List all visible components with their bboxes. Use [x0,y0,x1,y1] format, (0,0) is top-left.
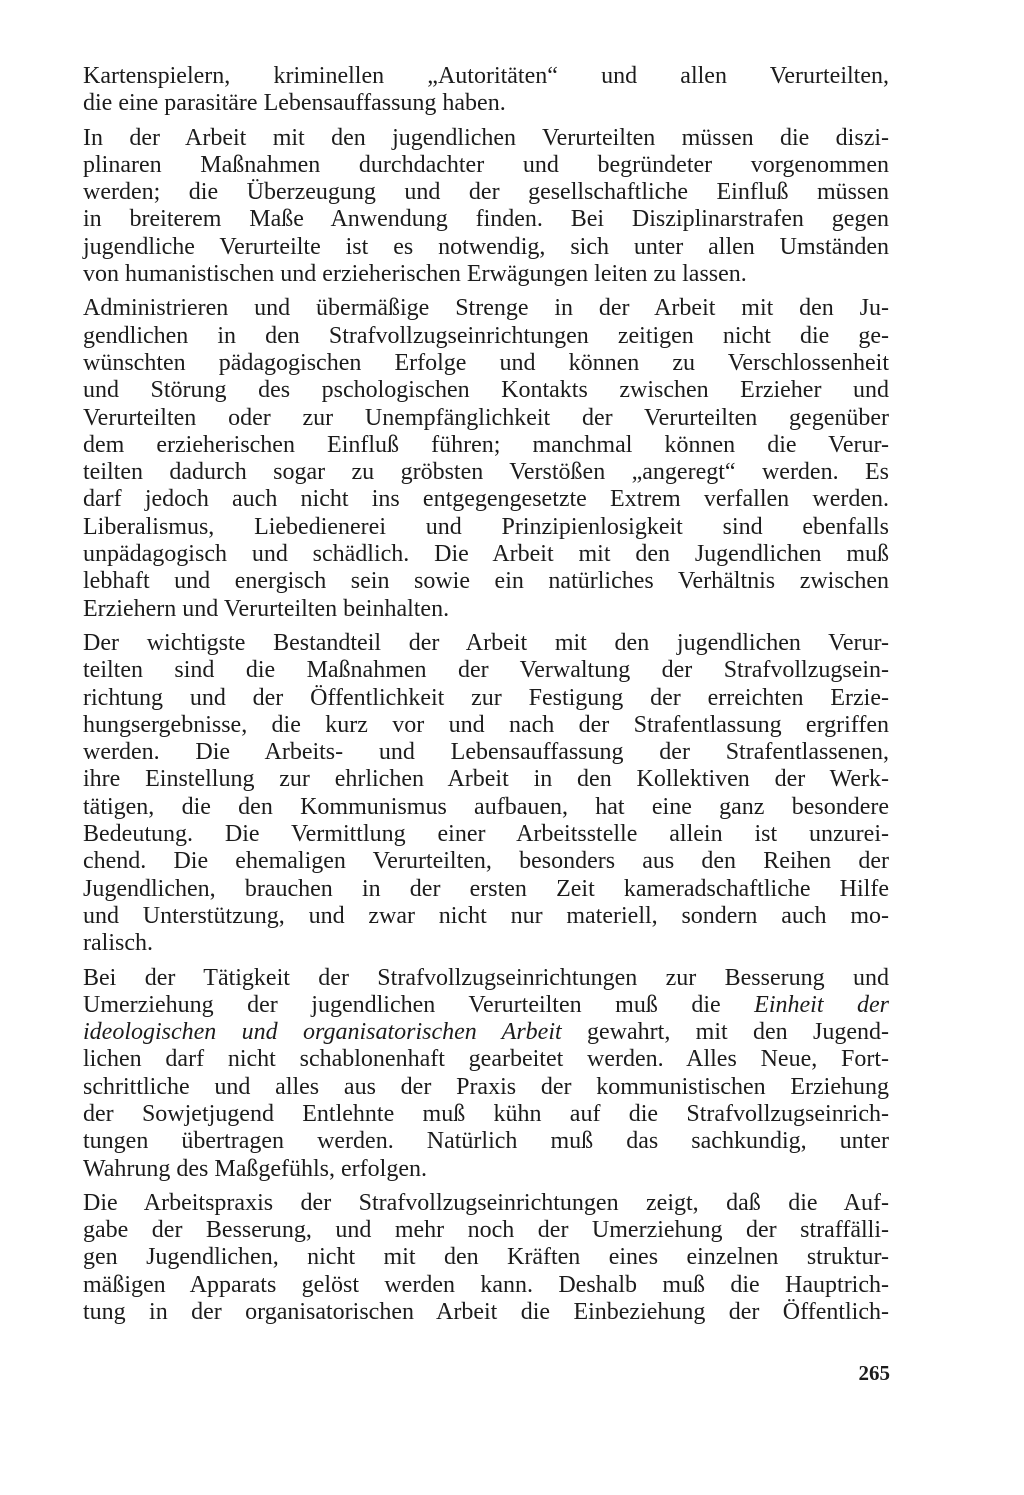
paragraph-6 [83,1190,889,1326]
text-line: und Störung des pscholog​ischen Kontakts zwischen Erzieher und [83,377,889,404]
italic-emphasis: ideologischen und organisatorischen Arbeit [83,1019,562,1046]
paragraph-1 [83,63,889,118]
page-number: 265 [858,1361,890,1385]
text-line: lebhaft und energisch sein sowie ein natürliches Verhältnis zwischen [83,568,889,595]
text-line: Jugendlichen, brauchen in der ersten Zeit kameradschaftliche Hilfe [83,875,889,902]
text-run: lichen darf nicht schablonenhaft gearbeitet werden. Alles Neue, Fort- [83,1046,889,1073]
text-line: werden; die Überzeugung und der gesellschaftliche Einfluß müssen [83,179,889,206]
text-line [83,1128,889,1155]
text-line: In der Arbeit mit den jugendlichen Verurteilten müssen die diszi- [83,124,889,151]
text-run: Wahrung des Maßgefühls, erfolgen. [83,1155,427,1182]
text-line: unpädagogisch und schädlich. Die Arbeit mit den Jugendlichen muß [83,541,889,568]
text-line [83,1046,889,1073]
text-line: teilten dadurch sogar zu gröbsten Verstößen „angeregt“ werden. Es [83,459,889,486]
text-line: Administrieren und übermäßige Strenge in der Arbeit mit den Ju- [83,295,889,322]
text-run: tungen übertragen werden. Natürlich muß das sachkundig, unter [83,1128,889,1155]
text-line: die eine parasitäre Lebensauffassung haben. [83,90,506,117]
paragraph-5 [83,965,889,1183]
text-line: hungsergebnisse, die kurz vor und nach der Strafentlassung ergriffen [83,711,889,738]
text-line: von humanistischen und erzieherischen Erwägungen leiten zu lassen. [83,261,747,288]
text-line: ralisch. [83,930,153,957]
text-line [83,965,889,992]
text-line: Kartenspielern, kriminellen „Autoritäten“ und allen Verurteilten, [83,63,889,89]
paragraph-3 [83,295,889,623]
text-line: mäßigen Apparats gelöst werden kann. Deshalb muß die Hauptrich- [83,1271,889,1298]
text-line: ihre Einstellung zur ehrlichen Arbeit in den Kollektiven der Werk- [83,766,889,793]
text-run: gewahrt, mit den Jugend- [561,1019,889,1046]
text-line: gen Jugendlichen, nicht mit den Kräften eines einzelnen struktur- [83,1244,889,1271]
text-line: darf jedoch auch nicht ins entgegengesetzte Extrem verfallen werden. [83,486,889,513]
text-run: Bei der Tätigkeit der Strafvollzugseinrichtungen zur Besserung und [83,964,889,991]
text-line: Verurteilten oder zur Unempfänglichkeit der Verurteilten gegenüber [83,404,889,431]
text-line [83,1019,889,1046]
text-line: gendlichen in den Strafvollzugseinrichtungen zeitigen nicht die ge- [83,322,889,349]
page-body [83,63,889,1333]
text-line: Bedeutung. Die Vermittlung einer Arbeitsstelle allein ist unzurei- [83,821,889,848]
text-line: gabe der Besserung, und mehr noch der Umerziehung der straffälli- [83,1217,889,1244]
text-line [83,1156,889,1183]
text-line [83,1101,889,1128]
italic-emphasis: Einheit der [754,991,889,1018]
text-line: tätigen, die den Kommunismus aufbauen, hat eine ganz besondere [83,793,889,820]
text-line: dem erzieherischen Einfluß führen; manchmal können die Verur- [83,431,889,458]
text-line: in breiterem Maße Anwendung finden. Bei Disziplinarstrafen gegen [83,206,889,233]
text-line: Liberalismus, Liebedienerei und Prinzipienlosigkeit sind ebenfalls [83,513,889,540]
text-line: plinaren Maßnahmen durchdachter und begründeter vorgenommen [83,151,889,178]
text-line: wünschten pädagogischen Erfolge und können zu Verschlossenheit [83,349,889,376]
text-line: Erziehern und Verurteilten beinhalten. [83,595,450,622]
text-line: Die Arbeitspraxis der Strafvollzugseinrichtungen zeigt, daß die Auf- [83,1189,889,1216]
paragraph-4 [83,630,889,958]
text-line [83,1074,889,1101]
text-run: der Sowjetjugend Entlehnte muß kühn auf die Strafvollzugseinrich- [83,1100,889,1127]
text-run: Umerziehung der jugendlichen Verurteilten muß die [83,991,755,1018]
text-line: chend. Die ehemaligen Verurteilten, besonders aus den Reihen der [83,848,889,875]
text-line: teilten sind die Maßnahmen der Verwaltung der Strafvollzugsein- [83,657,889,684]
text-line: tung in der organisatorischen Arbeit die Einbeziehung der Öffentlich- [83,1299,889,1326]
text-line: werden. Die Arbeits- und Lebensauffassung der Strafentlassenen, [83,739,889,766]
text-run: schrittliche und alles aus der Praxis der kommunistischen Erziehung [83,1073,889,1100]
text-line: Der wichtigste Bestandteil der Arbeit mit den jugendlichen Verur- [83,629,889,656]
paragraph-2 [83,125,889,289]
text-line [83,992,889,1019]
text-line: richtung und der Öffentlichkeit zur Festigung der erreichten Erzie- [83,684,889,711]
text-line: jugendliche Verurteilte ist es notwendig, sich unter allen Umständen [83,233,889,260]
text-line: und Unterstützung, und zwar nicht nur materiell, sondern auch mo- [83,902,889,929]
